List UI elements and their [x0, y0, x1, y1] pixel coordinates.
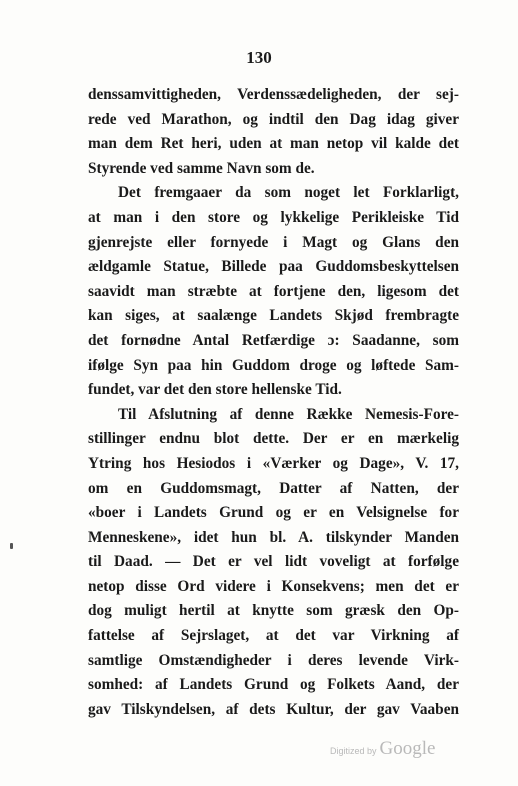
text-line: kan siges, at saalænge Landets Skjød frembragte — [88, 307, 459, 325]
text-line: fattelse af Sejrslaget, at det var Virkning af — [88, 627, 459, 645]
text-line: rede ved Marathon, og indtil den Dag idag giver — [88, 110, 459, 128]
text-line: man dem Ret heri, uden at man netop vil kalde det — [88, 135, 459, 153]
google-logo: Google — [379, 738, 436, 759]
text-line: denssamvittigheden, Verdenssædeligheden, der sej- — [88, 86, 459, 103]
text-line: netop disse Ord videre i Konsekvens; men det er — [88, 577, 459, 595]
text-line: Ytring hos Hesiodos i «Værker og Dage», V. 17, — [88, 454, 459, 472]
text-line: Menneskene», idet hun bl. A. tilskynder Manden — [88, 528, 459, 546]
text-line: Styrende ved samme Navn som de. — [88, 159, 315, 177]
body-text — [88, 83, 459, 722]
text-line: fundet, var det den store hellenske Tid. — [88, 381, 342, 399]
text-line: gav Tilskyndelsen, af dets Kultur, der gav Vaaben — [88, 700, 459, 718]
text-line: somhed: af Landets Grund og Folkets Aand, der — [88, 676, 459, 694]
text-line: Det fremgaaer da som noget let Forklarligt, — [118, 184, 459, 202]
margin-mark — [10, 543, 13, 549]
text-line: Til Afslutning af denne Række Nemesis-Fore- — [118, 405, 459, 423]
text-line: «boer i Landets Grund og er en Velsignelse for — [88, 504, 459, 522]
text-line: om en Guddomsmagt, Datter af Natten, der — [88, 479, 459, 497]
text-line: gjenrejste eller fornyede i Magt og Glans den — [88, 233, 459, 251]
text-line: samtlige Omstændigheder i deres levende Virk- — [88, 651, 459, 669]
text-line: ældgamle Statue, Billede paa Guddomsbeskyttelsen — [88, 258, 459, 276]
digitized-watermark — [330, 738, 440, 760]
text-line: dog muligt hertil at knytte som græsk den Op- — [88, 602, 459, 620]
page-number: 130 — [246, 48, 272, 67]
text-line: at man i den store og lykkelige Perikleiske Tid — [88, 208, 459, 226]
text-line: det fornødne Antal Retfærdige ɔ: Saadanne, som — [88, 331, 459, 349]
text-line: ifølge Syn paa hin Guddom droge og løftede Sam- — [88, 356, 459, 374]
text-line: til Daad. — Det er vel lidt voveligt at forfølge — [88, 553, 459, 571]
digitized-by-label: Digitized by — [330, 746, 377, 756]
text-line: saavidt man stræbte at fortjene den, ligesom det — [88, 282, 459, 300]
text-line: stillinger endnu blot dette. Der er en mærkelig — [88, 430, 459, 448]
